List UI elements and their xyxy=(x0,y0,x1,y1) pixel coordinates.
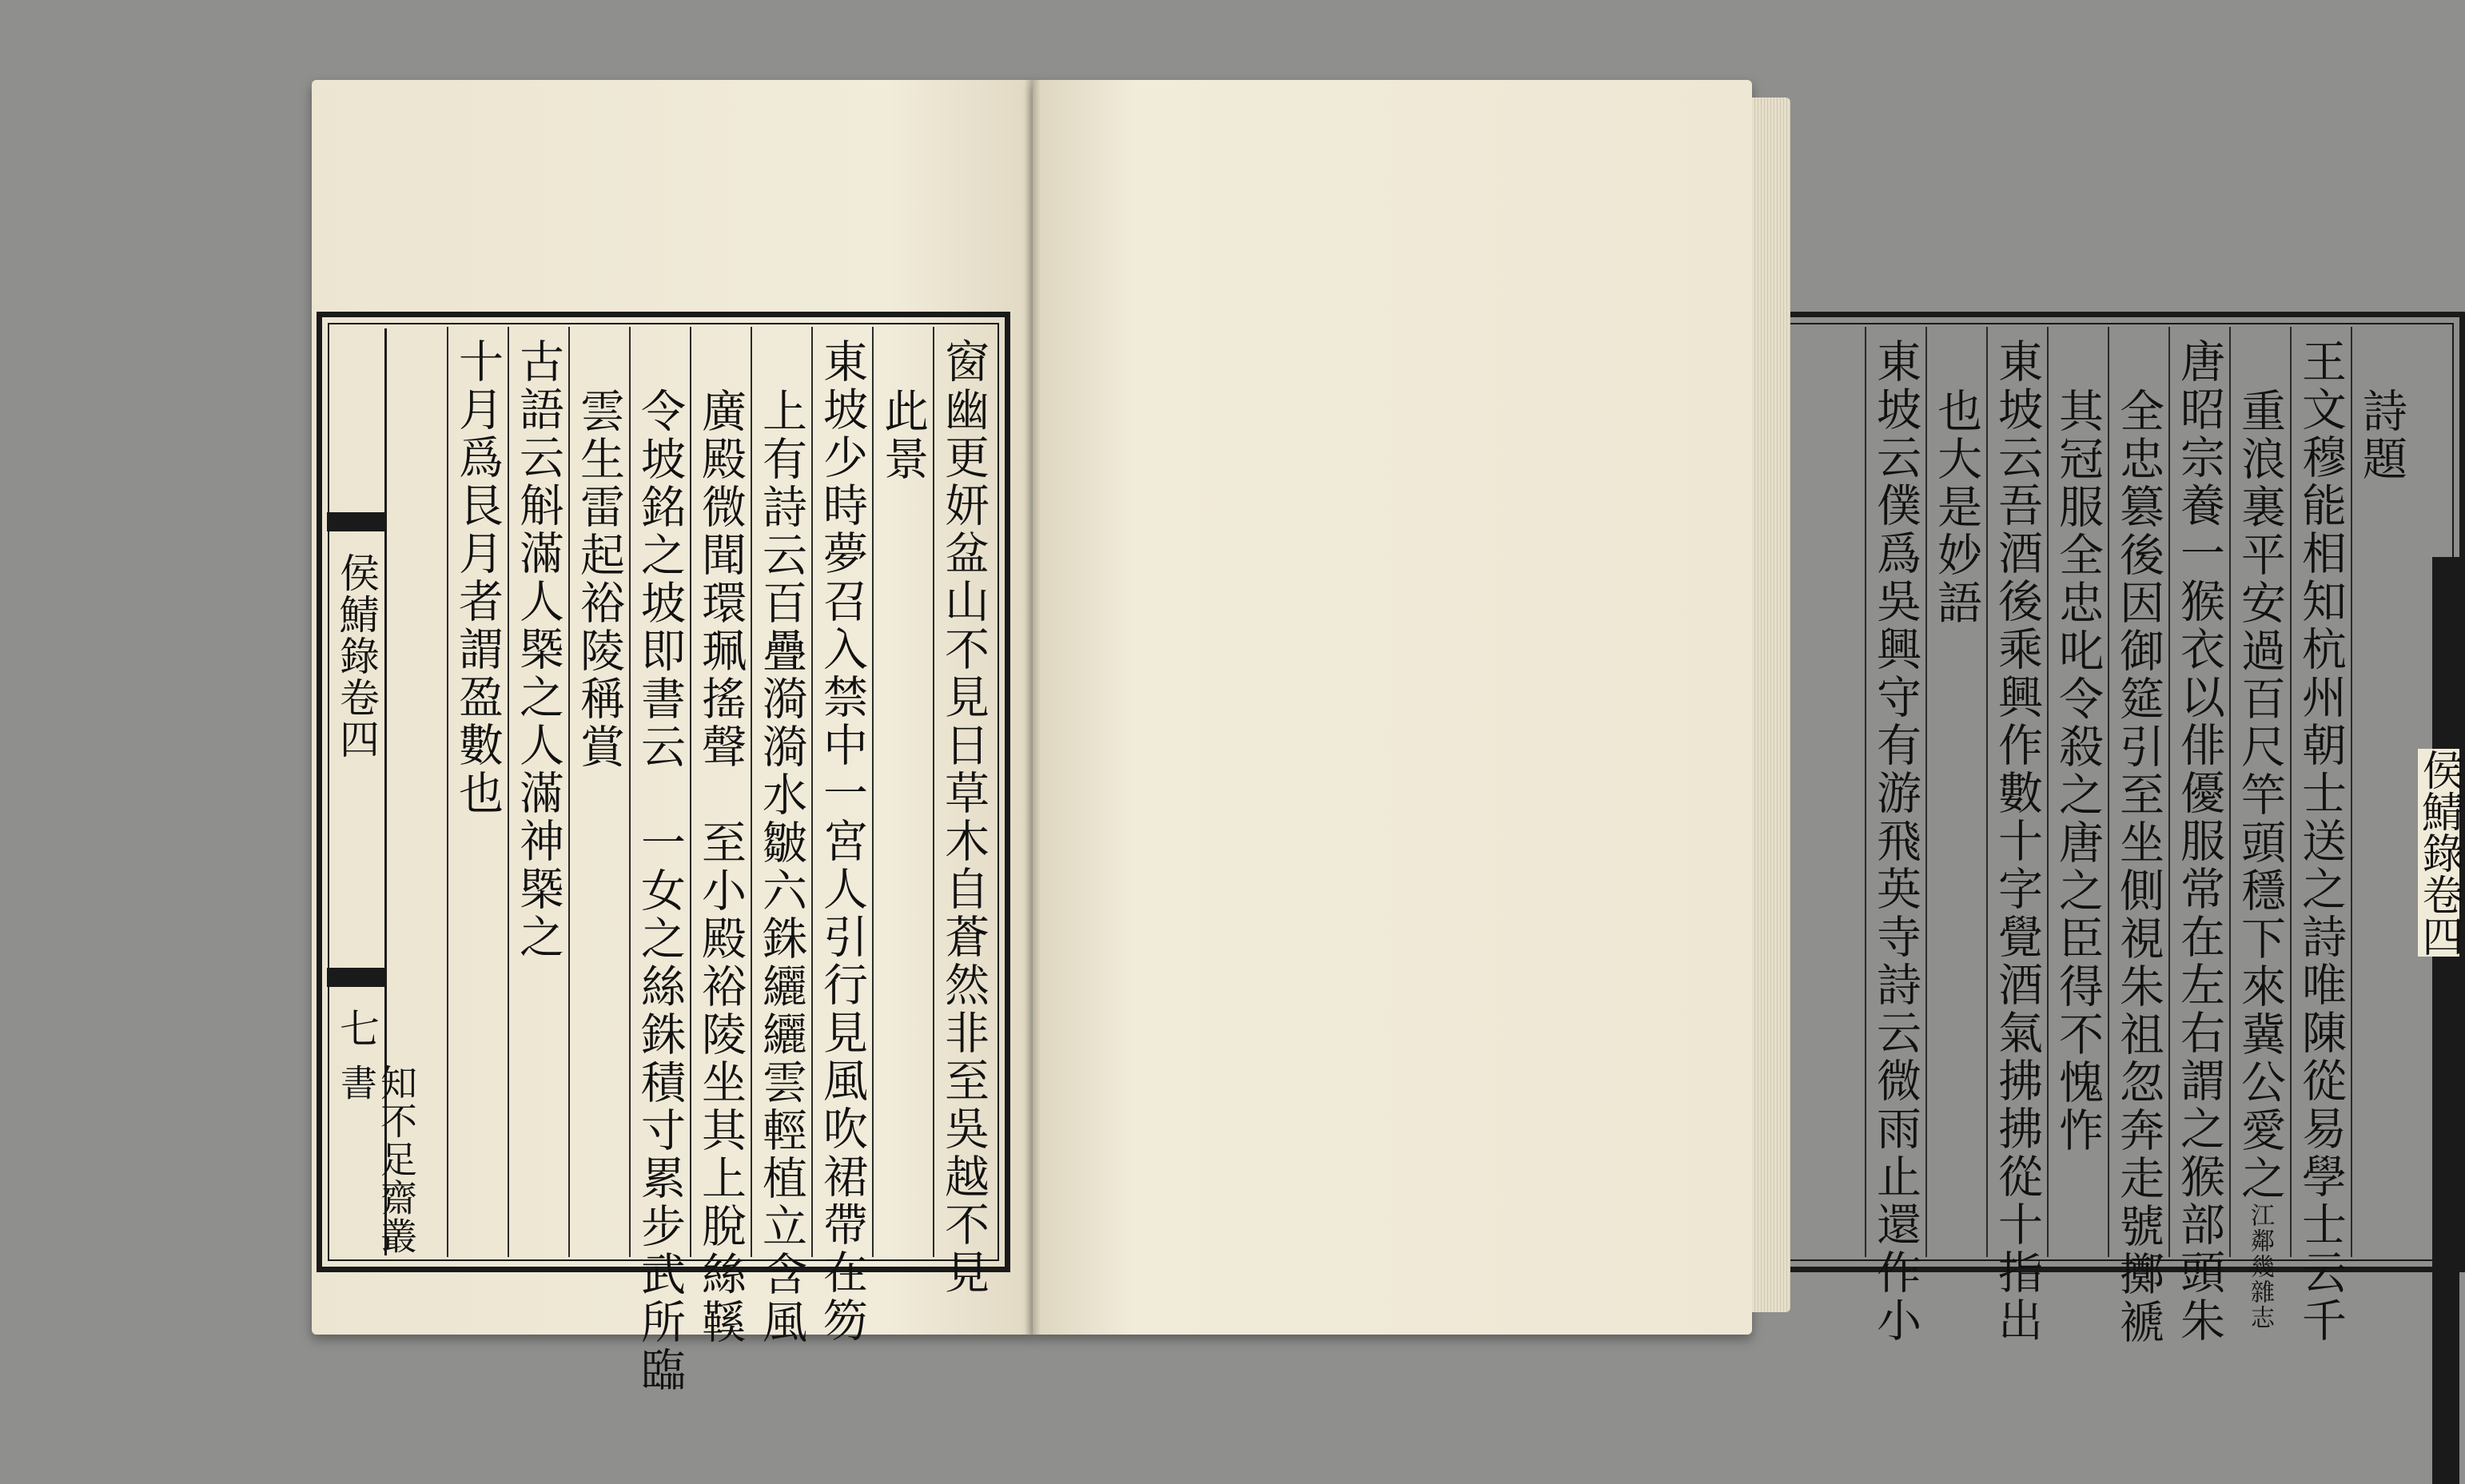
text-column: 廣殿微聞環珮搖聲 至小殿裕陵坐其上脫絲鞵 xyxy=(690,327,751,1257)
text-column: 令坡銘之坡即書云 一女之絲銖積寸累步武所臨 xyxy=(629,327,690,1257)
left-page xyxy=(312,80,1033,1394)
source-note: 江鄰幾雜志 xyxy=(2246,1203,2274,1331)
page-number: 七 xyxy=(333,1008,380,1048)
text-column: 此景 xyxy=(872,327,933,1257)
page-block-edges xyxy=(1752,97,1790,1312)
open-book xyxy=(312,80,2463,1394)
edge-book-title: 侯鯖錄卷四 xyxy=(2415,749,2463,957)
text-column: 王文穆能相知杭州朝士送之詩唯陳從易學士云千 xyxy=(2290,327,2351,1257)
right-text-columns xyxy=(1794,327,2411,1347)
text-column: 唐昭宗養一猴衣以俳優服常在左右謂之猴部頭朱 xyxy=(2168,327,2229,1257)
left-page-frame xyxy=(317,312,1010,1394)
text-column: 其冠服全忠叱令殺之唐之臣得不愧怍 xyxy=(2047,327,2108,1257)
text-column: 東坡云吾酒後乘興作數十字覺酒氣拂拂從十指出 xyxy=(1986,327,2047,1257)
fishtail-mark-top xyxy=(327,512,384,531)
text-column: 東坡云僕爲吳興守有游飛英寺詩云微雨止還作小 xyxy=(1865,327,1925,1257)
text-column: 也大是妙語 xyxy=(1925,327,1986,1257)
column-text: 重浪裏平安過百尺竿頭穩下來冀公愛之 xyxy=(2234,388,2286,1203)
text-column: 窗幽更妍盆山不見日草木自蒼然非至吳越不見 xyxy=(933,327,994,1257)
text-column xyxy=(2229,327,2290,1331)
text-column: 詩題 xyxy=(2351,327,2411,1257)
left-text-columns xyxy=(391,327,994,1394)
right-page xyxy=(1033,80,2463,1347)
fold-edge-bar xyxy=(2432,557,2459,1484)
text-column: 東坡少時夢召入禁中一宮人引行見風吹裙帶在笏 xyxy=(811,327,872,1257)
right-page-frame xyxy=(1778,312,2465,1347)
book-gutter xyxy=(1025,80,1041,1335)
text-column: 十月爲艮月者謂盈數也 xyxy=(447,327,508,1257)
text-column: 上有詩云百疊漪漪水皺六銖纚纚雲輕植立含風 xyxy=(751,327,811,1257)
center-strip xyxy=(327,328,418,1255)
text-column: 全忠篡後因御筵引至坐側視朱祖忽奔走號擲褫 xyxy=(2108,327,2168,1257)
text-column: 古語云斛滿人槩之人滿神槩之 xyxy=(508,327,568,1257)
book-title: 侯鯖錄卷四 xyxy=(333,552,380,760)
text-column: 雲生雷起裕陵稱賞 xyxy=(568,327,629,1257)
press-name: 知不足齋叢書 xyxy=(335,1064,418,1255)
fishtail-mark-bottom xyxy=(327,968,384,987)
